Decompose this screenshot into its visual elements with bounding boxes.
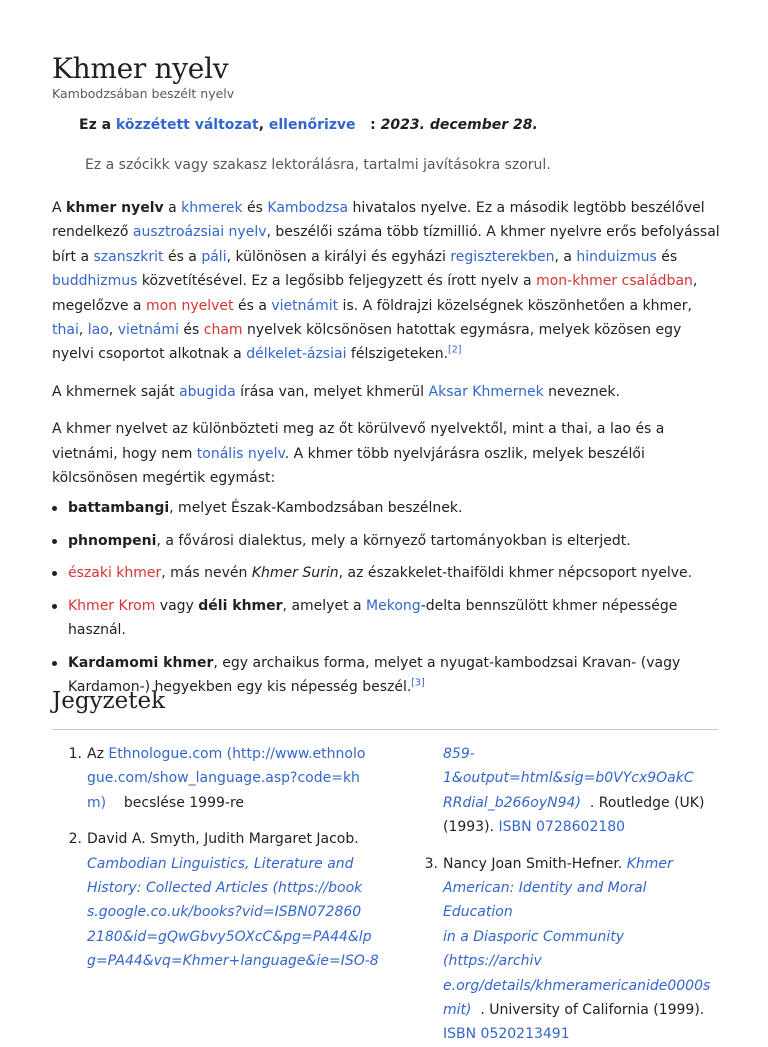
link-vietnamese[interactable]: vietnámit xyxy=(271,297,339,314)
link-austroasiatic[interactable]: ausztroázsiai nyelv xyxy=(132,224,267,241)
link-cham-redlink[interactable]: cham xyxy=(203,322,243,339)
reference-2 xyxy=(52,827,382,973)
link-kambodzsa[interactable]: Kambodzsa xyxy=(267,200,349,216)
cambodian-linguistics-link-cont[interactable]: 859-1&output=html&sig=b0VYcx9OakC RRdial_b266oyN94) xyxy=(443,746,694,811)
script-paragraph: A khmernek saját abugida írása van, melyet khmerül Aksar Khmernek neveznek. xyxy=(52,383,620,400)
section-heading-notes: Jegyzetek xyxy=(52,688,166,714)
link-sanskrit[interactable]: szanszkrit xyxy=(93,248,164,265)
link-aksar-khmer[interactable]: Aksar Khmernek xyxy=(428,383,544,400)
revision-colon: : xyxy=(370,117,376,133)
list-item: Khmer Krom vagy déli khmer, amelyet a Mekong-delta bennszülött khmer népessége használ. xyxy=(68,594,720,643)
intro-paragraph: A khmer nyelv a khmerek és Kambodzsa hivatalos nyelve. Ez a második legtöbb beszélővel rendelkező ausztroázsiai nyelv, beszélői száma több tízmillió. A khmer nyelvre erős befolyással bírt a szanszkrit és a páli, különösen a királyi és egyházi regiszterekben, a hinduizmus és buddhizmus közvetítésével. Ez a legősibb feljegyzett és írott nyelv a mon-khmer családban, megelőzve a mon nyelvet és a vietnámit is. A földrajzi közelségnek köszönhetően a khmer, thai, lao, vietnámi és cham nyelvek kölcsönösen hatottak egymásra, melyek közösen egy nyelvi csoportot alkotnak a délkelet-ázsiai félszigeteken.[2] xyxy=(52,200,720,363)
footnote-3[interactable] xyxy=(411,677,424,688)
footnote-3-link[interactable]: [3] xyxy=(411,677,425,689)
published-version-link[interactable]: közzétett változat xyxy=(115,117,259,133)
ref-1-note: becslése 1999-re xyxy=(123,794,245,811)
reference-1: 1. Az Ethnologue.com (http://www.ethnolo gue.com/show_language.asp?code=kh m) becslése 1999-re xyxy=(52,742,382,815)
reviewed-link[interactable]: ellenőrizve xyxy=(268,117,356,133)
cambodian-linguistics-link[interactable]: Cambodian Linguistics, Literature and History: Collected Articles (https://book s.google.co.uk/books?vid=ISBN072860 2180&id=gQwGbvy5OXcC&pg=PA44&lp g=PA44&vq=Khmer+language&ie=ISO-8 xyxy=(87,855,379,970)
isbn-link[interactable]: ISBN 0520213491 xyxy=(443,1026,570,1043)
link-lao[interactable]: lao xyxy=(87,322,109,339)
revision-comma: , xyxy=(258,117,265,133)
list-item: phnompeni, a fővárosi dialektus, mely a környező tartományokban is elterjedt. xyxy=(68,529,720,553)
references-column-right xyxy=(408,742,720,1047)
reference-3: 3. Nancy Joan Smith-Hefner. Khmer American: Identity and Moral Education in a Diasporic Community (https://archiv e.org/details/khmeramericanide0000s mit) . University of California (1999). ISBN 0520213491 xyxy=(408,852,720,1047)
term-bold: khmer nyelv xyxy=(66,200,164,216)
ref-number: 3. xyxy=(424,855,438,872)
dialects-paragraph: A khmer nyelvet az különbözteti meg az őt körülvevő nyelvektől, mint a thai, a lao és a vietnámi, hogy nem tonális nyelv. A khmer több nyelvjárásra oszlik, melyek beszélői kölcsönösen megértik egymást: xyxy=(52,421,665,487)
link-khmer-krom-redlink[interactable]: Khmer Krom xyxy=(68,597,156,614)
cleanup-notice: Ez a szócikk vagy szakasz lektorálásra, tartalmi javításokra szorul. xyxy=(85,157,551,173)
list-item: battambangi, melyet Észak-Kambodzsában beszélnek. xyxy=(68,496,720,520)
revision-date: 2023. december 28. xyxy=(380,117,538,133)
link-northern-khmer-redlink[interactable]: északi khmer xyxy=(68,565,162,582)
link-registers[interactable]: regiszterekben xyxy=(450,248,555,265)
page-title: Khmer nyelv xyxy=(52,52,229,85)
dialect-list xyxy=(52,496,720,699)
khmer-american-link[interactable]: Khmer American: Identity and Moral Education in a Diasporic Community (https://archiv e.org/details/khmeramericanide0000s mit) xyxy=(443,855,711,1019)
ref-3-author: Nancy Joan Smith-Hefner. xyxy=(443,855,623,872)
link-thai[interactable]: thai xyxy=(52,322,79,339)
ref-2-authors: David A. Smyth, Judith Margaret Jacob. xyxy=(87,831,359,848)
ethnologue-link[interactable]: Ethnologue.com (http://www.ethnolo gue.com/show_language.asp?code=kh m) xyxy=(87,746,366,811)
link-mon-khmer-redlink[interactable]: mon-khmer családban xyxy=(536,273,693,290)
revision-notice xyxy=(79,117,538,133)
dialect-name: battambangi xyxy=(68,500,170,517)
isbn-link[interactable]: ISBN 0728602180 xyxy=(498,819,626,836)
revision-prefix: Ez a xyxy=(79,117,112,133)
list-item: északi khmer, más nevén Khmer Surin, az északkelet-thaiföldi khmer népcsoport nyelve. xyxy=(68,561,720,585)
section-divider xyxy=(52,729,718,730)
khmer-surin-term: Khmer Surin xyxy=(251,565,339,582)
link-buddhism[interactable]: buddhizmus xyxy=(52,273,138,290)
ref-number: 1. xyxy=(68,746,82,762)
dialect-name: phnompeni xyxy=(68,532,157,549)
reference-2-continued: 859-1&output=html&sig=b0VYcx9OakC RRdial_b266oyN94) . Routledge (UK) (1993). ISBN 0728602180 xyxy=(443,746,705,836)
dialect-name: déli khmer xyxy=(198,597,283,614)
link-tonal-language[interactable]: tonális nyelv xyxy=(196,445,285,462)
dialect-name: Kardamomi khmer xyxy=(68,654,214,671)
references-column-left xyxy=(52,742,382,974)
link-hinduism[interactable]: hinduizmus xyxy=(576,248,657,265)
link-southeast-asian[interactable]: délkelet-ázsiai xyxy=(246,346,347,363)
footnote-2[interactable] xyxy=(448,345,461,356)
link-mekong[interactable]: Mekong xyxy=(366,597,421,614)
link-mon-language-redlink[interactable]: mon nyelvet xyxy=(145,297,234,314)
link-abugida[interactable]: abugida xyxy=(179,383,236,400)
article-body xyxy=(52,196,720,707)
ref-number: 2. xyxy=(68,831,82,848)
page-subtitle: Kambodzsában beszélt nyelv xyxy=(52,86,235,101)
link-pali[interactable]: páli xyxy=(201,248,227,265)
link-vietnami[interactable]: vietnámi xyxy=(117,322,179,339)
list-item: Kardamomi khmer, egy archaikus forma, melyet a nyugat-kambodzsai Kravan- (vagy Kardamon-) hegyekben egy kis népesség beszél.[3] xyxy=(68,651,720,700)
link-khmerek[interactable]: khmerek xyxy=(181,200,243,216)
footnote-2-link[interactable]: [2] xyxy=(448,344,462,356)
